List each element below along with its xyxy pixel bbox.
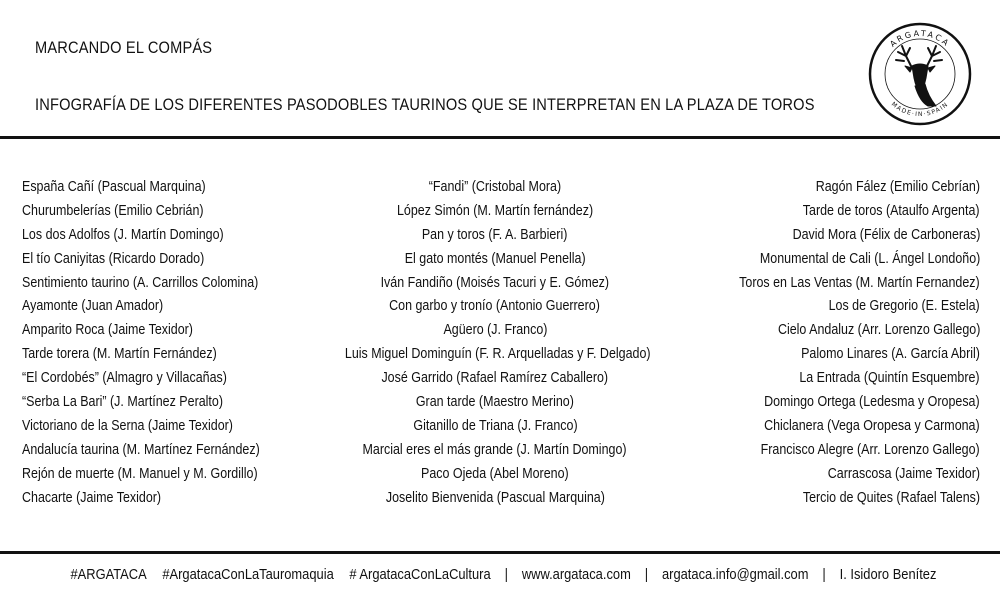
list-item: “Serba La Bari” (J. Martínez Peralto) [22, 394, 223, 411]
page-title: MARCANDO EL COMPÁS [35, 38, 213, 57]
top-divider [0, 136, 1000, 139]
list-item: Carrascosa (Jaime Texidor) [827, 465, 980, 482]
footer-separator: | [504, 566, 508, 583]
list-item: Monumental de Cali (L. Ángel Londoño) [759, 250, 980, 267]
list-item: Churumbelerías (Emilio Cebrián) [22, 202, 204, 219]
footer-hashtag-tauromaquia: #ArgatacaConLaTauromaquia [162, 566, 334, 583]
list-item: Cielo Andaluz (Arr. Lorenzo Gallego) [777, 322, 980, 339]
list-item: El gato montés (Manuel Penella) [404, 250, 586, 267]
list-item: Marcial eres el más grande (J. Martín Domingo) [362, 441, 628, 458]
list-item: Rejón de muerte (M. Manuel y M. Gordillo) [22, 465, 258, 482]
page-subtitle: INFOGRAFÍA DE LOS DIFERENTES PASODOBLES TAURINOS QUE SE INTERPRETAN EN LA PLAZA DE TOROS [35, 95, 815, 114]
logo-ring-bottom-text: MADE·IN·SPAIN [889, 100, 951, 119]
list-item: Chacarte (Jaime Texidor) [22, 489, 162, 506]
list-item: España Cañí (Pascual Marquina) [22, 179, 206, 195]
list-item: Gran tarde (Maestro Merino) [415, 394, 574, 411]
list-item: David Mora (Félix de Carboneras) [792, 226, 980, 243]
list-item: Tarde de toros (Ataulfo Argenta) [803, 202, 980, 219]
argataca-logo [868, 22, 972, 126]
list-item: Palomo Linares (A. García Abril) [801, 346, 980, 363]
list-item: Ragón Fález (Emilio Cebrían) [815, 179, 980, 195]
list-item: El tío Caniyitas (Ricardo Dorado) [22, 250, 205, 267]
list-item: “Fandi” (Cristobal Mora) [428, 179, 562, 195]
list-item: Andalucía taurina (M. Martínez Fernández) [22, 441, 260, 458]
list-item: Los dos Adolfos (J. Martín Domingo) [22, 226, 224, 243]
list-item: Agüero (J. Franco) [443, 322, 547, 339]
list-item: Francisco Alegre (Arr. Lorenzo Gallego) [760, 441, 980, 458]
list-item: Paco Ojeda (Abel Moreno) [421, 465, 569, 482]
list-item: Tarde torera (M. Martín Fernández) [22, 346, 217, 363]
list-item: Luis Miguel Dominguín (F. R. Arquelladas y F. Delgado) [344, 346, 651, 363]
pasodobles-column-left [22, 176, 352, 510]
list-item: Pan y toros (F. A. Barbieri) [422, 226, 568, 243]
footer-author: I. Isidoro Benítez [839, 566, 937, 583]
list-item: Domingo Ortega (Ledesma y Oropesa) [764, 394, 980, 411]
logo-ring-top-text: ARGATACA [888, 28, 952, 49]
list-item: Victoriano de la Serna (Jaime Texidor) [22, 417, 233, 434]
list-item: Iván Fandiño (Moisés Tacuri y E. Gómez) [380, 274, 610, 291]
list-item: Tercio de Quites (Rafael Talens) [802, 489, 980, 506]
list-item: José Garrido (Rafael Ramírez Caballero) [381, 370, 609, 387]
bottom-divider [0, 551, 1000, 554]
pasodobles-column-right [640, 176, 980, 510]
footer-hashtag-cultura: # ArgatacaConLaCultura [349, 566, 491, 583]
list-item: La Entrada (Quintín Esquembre) [799, 370, 980, 387]
list-item: Amparito Roca (Jaime Texidor) [22, 322, 193, 339]
list-item: López Simón (M. Martín fernández) [396, 202, 594, 219]
list-item: Los de Gregorio (E. Estela) [828, 298, 980, 315]
list-item: Gitanillo de Triana (J. Franco) [412, 417, 578, 434]
list-item: Ayamonte (Juan Amador) [22, 298, 164, 315]
list-item: Sentimiento taurino (A. Carrillos Colomina) [22, 274, 259, 291]
list-item: Con garbo y tronío (Antonio Guerrero) [389, 298, 601, 315]
footer [0, 566, 1000, 583]
footer-hashtag-argataca: #ARGATACA [70, 566, 147, 583]
footer-separator: | [644, 566, 649, 583]
pasodobles-column-center [320, 176, 670, 510]
footer-email: argataca.info@gmail.com [661, 566, 809, 583]
list-item: “El Cordobés” (Almagro y Villacañas) [22, 370, 227, 387]
footer-website: www.argataca.com [521, 566, 631, 583]
list-item: Chiclanera (Vega Oropesa y Carmona) [764, 417, 980, 434]
list-item: Joselito Bienvenida (Pascual Marquina) [385, 489, 605, 506]
list-item: Toros en Las Ventas (M. Martín Fernandez) [739, 274, 980, 291]
footer-separator: | [822, 566, 826, 583]
